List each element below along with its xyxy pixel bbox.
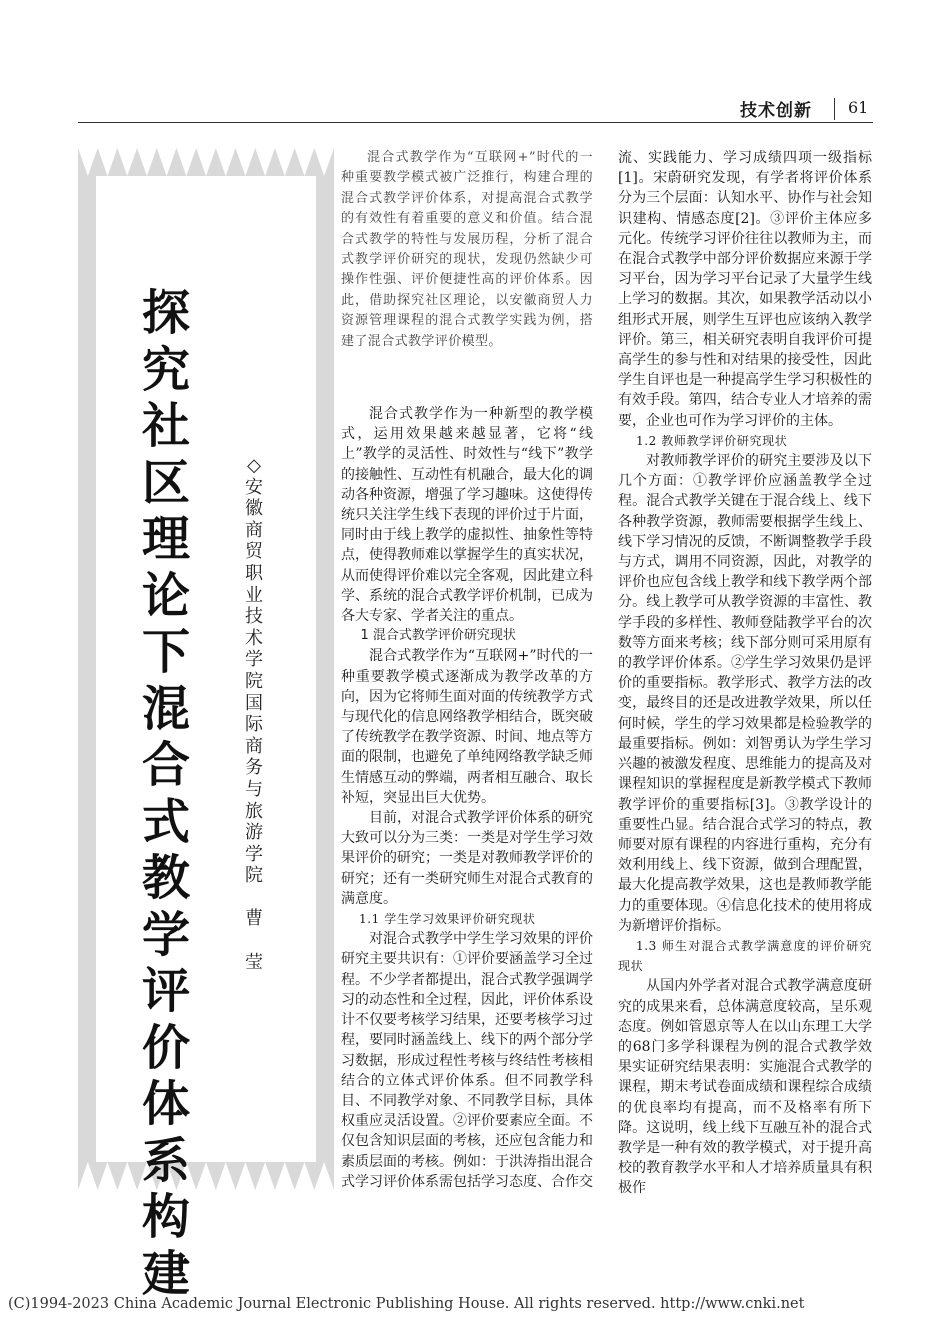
vertical-char: 与 <box>245 778 263 800</box>
vertical-char: 际 <box>245 714 263 736</box>
abstract <box>341 148 593 352</box>
vertical-char: 学 <box>141 906 190 963</box>
vertical-char: 学 <box>245 843 263 865</box>
vertical-char: 游 <box>245 822 263 844</box>
intro-paragraph: 混合式教学作为一种新型的教学模式，运用效果越来越显著，它将“线上”教学的灵活性、时效性与“线下”教学的接触性、互动性有机融合，最大化的调动各种资源，增强了学习趣味。这使得传统只关注学生线下表现的评价过于片面，同时由于线上教学的虚拟性、抽象性等特点，使得教师难以掌握学生的真实状况，从而使得评价难以完全客观，因此建立科学、系统的混合式教学评价机制，已成为各大专家、学者关注的重点。 <box>341 406 593 625</box>
vertical-char: 术 <box>245 627 263 649</box>
vertical-char: 贸 <box>245 541 263 563</box>
left-column <box>341 404 593 1192</box>
vertical-char: 构 <box>141 1189 190 1245</box>
vertical-char: 混 <box>141 680 190 737</box>
page-number: 61 <box>848 98 869 117</box>
vertical-char: 下 <box>141 624 190 680</box>
vertical-char: 究 <box>141 341 190 398</box>
paragraph: 目前，对混合式教学评价体系的研究大致可以分为三类：一类是对学生学习效果评价的研究；一类是对教师教学评价的研究；还有一类研究师生对混合式教育的满意度。 <box>341 810 593 907</box>
vertical-char: 价 <box>141 1019 190 1076</box>
vertical-char: 体 <box>141 1076 190 1132</box>
vertical-char: 教 <box>141 850 190 906</box>
vertical-char: 曹 <box>245 908 263 930</box>
vertical-char: 徽 <box>245 498 263 520</box>
author-affiliation <box>243 455 265 973</box>
abstract-text: 混合式教学作为“互联网+”时代的一种重要教学模式被广泛推行，构建合理的混合式教学评价体系，对提高混合式教学的有效性有着重要的意义和价值。结合混合式教学的特性与发展历程，分析了混合式教学评价研究的现状，发现仍然缺少可操作性强、评价便捷性高的评价体系。因此，借助探究社区理论，以安徽商贸人力资源管理课程的混合式教学实践为例，搭建了混合式教学评价模型。 <box>341 150 593 349</box>
section-1-3-heading: 1.3 师生对混合式教学满意度的评价研究现状 <box>618 938 872 974</box>
vertical-char: 合 <box>141 737 190 793</box>
section-1-heading: 1 混合式教学评价研究现状 <box>360 628 516 644</box>
sidebar-inner <box>96 176 316 1162</box>
vertical-char: 职 <box>245 562 263 584</box>
header-separator <box>834 98 835 120</box>
vertical-char: 系 <box>141 1132 190 1189</box>
section-1-1-heading: 1.1 学生学习效果评价研究现状 <box>359 912 536 927</box>
paragraph: 从国内外学者对混合式教学满意度研究的成果来看，总体满意度较高，呈乐观态度。例如管恩京等人在以山东理工大学的68门多学科课程为例的混合式教学效果实证研究结果表明：实施混合式教学的课程，期末考试卷面成绩和课程综合成绩的优良率均有提高，而不及格率有所下降。这说明，线上线下互融互补的混合式教学是一种有效的教学模式，对于提升高校的教育教学水平和人才培养质量具有积极作 <box>618 978 872 1197</box>
vertical-char: ◇ <box>247 455 261 476</box>
vertical-char <box>243 930 265 952</box>
vertical-char: 技 <box>245 606 263 628</box>
article-title <box>138 285 194 1302</box>
vertical-char: 区 <box>141 454 190 511</box>
vertical-char <box>243 887 265 909</box>
paragraph: 对混合式教学中学生学习效果的评价研究主要共识有：①评价要涵盖学习全过程。不少学者都提出，混合式教学强调学习的动态性和全过程，因此，评价体系设计不仅要考核学习结果，还要考核学习过程，要同时涵盖线上、线下的两个部分学习数据，形成过程性考核与终结性考核相结合的立体式评价体系。但不同教学科目、不同教学对象、不同教学目标，具体权重应灵活设置。②评价要素应全面。不仅包含知识层面的考核，还应包含能力和素质层面的考核。例如：于洪涛指出混合式学习评价体系需包括学习态度、合作交 <box>341 931 593 1190</box>
vertical-char: 建 <box>141 1245 190 1302</box>
vertical-char: 商 <box>245 735 263 757</box>
right-column <box>618 148 872 1199</box>
section-1-2-heading: 1.2 教师教学评价研究现状 <box>636 433 788 448</box>
paragraph: 流、实践能力、学习成绩四项一级指标[1]。宋蔚研究发现，有学者将评价体系分为三个层面：认知水平、协作与社会知识建构、情感态度[2]。③评价主体应多元化。传统学习评价往往以教师为主，而在混合式教学中部分评价数据应来源于学习平台，因为学习平台记录了大量学生线上学习的数据。其次，如果教学活动以小组形式开展，则学生互评也应该纳入教学评价。第三，相关研究表明自我评价可提高学生的参与性和对结果的接受性，因此学生自评也是一种提高学生学习积极性的有效手段。第四，结合专业人才培养的需要，企业也可作为学习评价的主体。 <box>618 150 872 429</box>
paragraph: 混合式教学作为“互联网+”时代的一种重要教学模式逐渐成为教学改革的方向，因为它将师生面对面的传统教学方式与现代化的信息网络教学相结合，既突破了传统教学在教学资源、时间、地点等方面的限制，也避免了单纯网络教学缺乏师生情感互动的弊端，两者相互融合、取长补短，突显出巨大优势。 <box>341 648 593 806</box>
vertical-char: 社 <box>141 398 190 454</box>
vertical-char: 学 <box>245 649 263 671</box>
vertical-char: 务 <box>245 757 263 779</box>
vertical-char: 评 <box>141 963 190 1019</box>
vertical-char: 莹 <box>245 951 263 973</box>
vertical-char: 论 <box>141 567 190 624</box>
vertical-char: 业 <box>245 584 263 606</box>
vertical-char: 院 <box>245 670 263 692</box>
vertical-char: 国 <box>245 692 263 714</box>
paragraph: 对教师教学评价的研究主要涉及以下几个方面：①教学评价应涵盖教学全过程。混合式教学关键在于混合线上、线下各种教学资源，教师需要根据学生线上、线下学习情况的反馈，不断调整教学手段与方式，调用不同资源，因此，对教学的评价也应包含线上教学和线下教学两个部分。线上教学可从教学资源的丰富性、教学手段的多样性、教师登陆教学平台的次数等方面来考核；线下部分则可采用原有的教学评价体系。②学生学习效果仍是评价的重要指标。教学形式、教学方法的改变，最终目的还是改进教学效果，所以任何时候，学生的学习效果都是检验教学的最重要指标。例如：刘智勇认为学生学习兴趣的被激发程度、思维能力的提高及对课程知识的掌握程度是新教学模式下教师教学评价的重要指标[3]。③教学设计的重要性凸显。结合混合式学习的特点，教师要对原有课程的内容进行重构，充分有效利用线上、线下资源，做到合理配置，最大化提高教学效果，这也是教师教学能力的重要体现。④信息化技术的使用将成为新增评价指标。 <box>618 453 872 934</box>
zigzag-border-bottom <box>78 1162 334 1190</box>
vertical-char: 探 <box>141 285 190 341</box>
vertical-char: 安 <box>245 476 263 498</box>
zigzag-border-top <box>78 148 334 176</box>
title-sidebar <box>78 148 334 1190</box>
vertical-char: 商 <box>245 519 263 541</box>
vertical-char: 院 <box>245 865 263 887</box>
vertical-char: 理 <box>141 511 190 567</box>
copyright-footer: (C)1994-2023 China Academic Journal Electronic Publishing House. All rights reserved. http://www.cnki.net <box>8 1296 805 1312</box>
vertical-char: 式 <box>141 793 190 850</box>
vertical-char: 旅 <box>245 800 263 822</box>
header-rule <box>78 122 873 123</box>
header-section: 技术创新 <box>740 101 812 121</box>
